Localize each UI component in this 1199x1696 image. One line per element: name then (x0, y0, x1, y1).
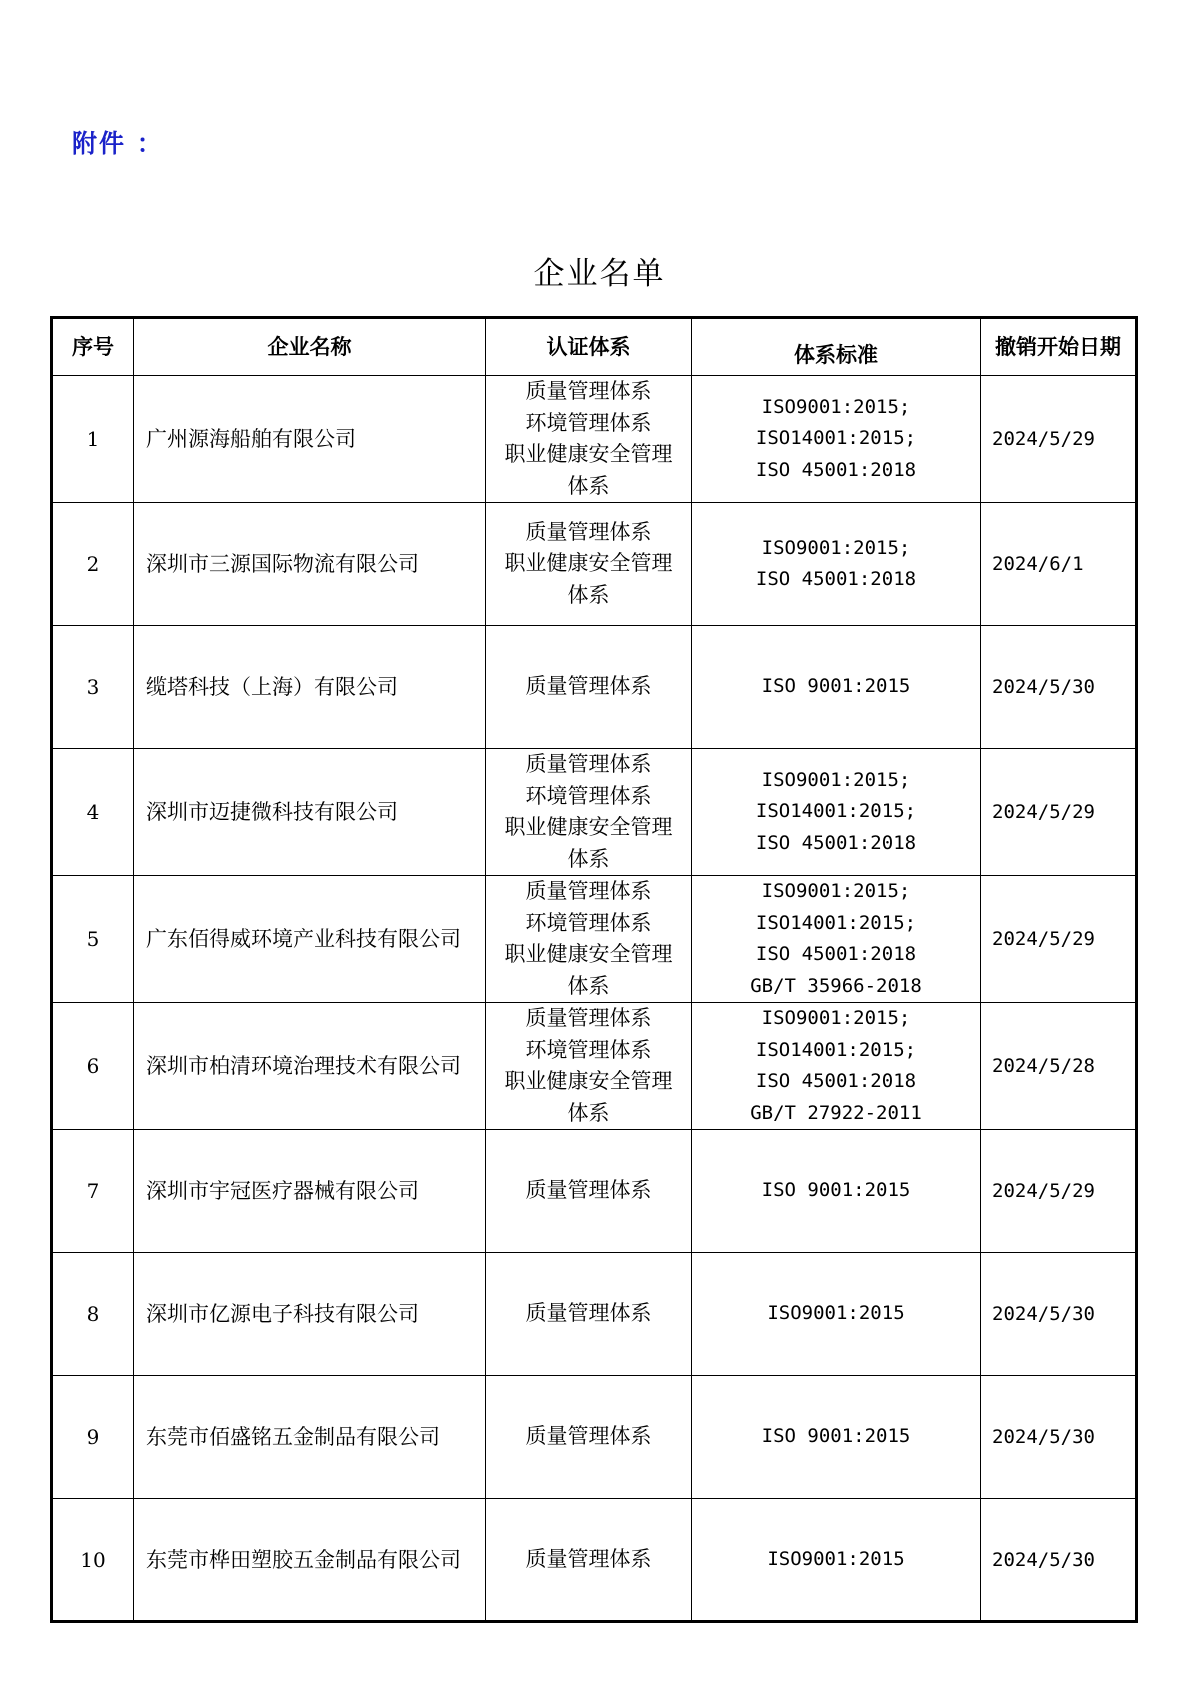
standard-line: ISO 9001:2015 (761, 675, 911, 698)
standard-line: ISO9001:2015 (767, 1547, 905, 1570)
cert-system-line: 质量管理体系 (525, 1178, 652, 1203)
cert-system-line: 环境管理体系 (525, 1037, 652, 1062)
standard-line: ISO9001:2015; (761, 536, 911, 559)
header-standard: 体系标准 (692, 318, 981, 376)
row-standards (692, 1003, 981, 1130)
row-standards (692, 626, 981, 749)
table-row (52, 376, 1137, 503)
row-company-name: 东莞市桦田塑胶五金制品有限公司 (134, 1499, 486, 1622)
row-revoke-date: 2024/5/29 (981, 876, 1137, 1003)
row-seq: 8 (52, 1253, 134, 1376)
header-company-name: 企业名称 (134, 318, 486, 376)
table-row (52, 503, 1137, 626)
standard-line: ISO 9001:2015 (761, 1179, 911, 1202)
standard-line: ISO9001:2015; (761, 768, 911, 791)
cert-system-line: 体系 (567, 846, 610, 871)
cert-system-line: 职业健康安全管理 (504, 442, 673, 466)
row-revoke-date: 2024/5/30 (981, 1499, 1137, 1622)
table-row (52, 749, 1137, 876)
standard-line: ISO9001:2015; (761, 395, 911, 418)
row-revoke-date: 2024/5/30 (981, 626, 1137, 749)
row-company-name: 深圳市亿源电子科技有限公司 (134, 1253, 486, 1376)
table-row (52, 876, 1137, 1003)
row-standards (692, 503, 981, 626)
table-row (52, 1130, 1137, 1253)
standard-line: ISO 45001:2018 (755, 458, 917, 481)
cert-system-line: 环境管理体系 (525, 410, 652, 435)
row-standards (692, 1253, 981, 1376)
row-company-name: 深圳市迈捷微科技有限公司 (134, 749, 486, 876)
row-seq: 3 (52, 626, 134, 749)
cert-system-line: 质量管理体系 (525, 879, 652, 903)
standard-line: GB/T 35966-2018 (750, 974, 922, 997)
table-row (52, 1499, 1137, 1622)
row-revoke-date: 2024/5/29 (981, 1130, 1137, 1253)
cert-system-line: 质量管理体系 (525, 1006, 652, 1030)
table-header-row (52, 318, 1137, 376)
header-cert-system: 认证体系 (486, 318, 692, 376)
row-revoke-date: 2024/5/29 (981, 376, 1137, 503)
row-company-name: 深圳市三源国际物流有限公司 (134, 503, 486, 626)
row-seq: 4 (52, 749, 134, 876)
row-seq: 9 (52, 1376, 134, 1499)
row-standards (692, 1499, 981, 1622)
cert-system-line: 环境管理体系 (525, 783, 652, 808)
row-seq: 2 (52, 503, 134, 626)
company-table (50, 316, 1138, 1623)
cert-system-line: 质量管理体系 (525, 1424, 652, 1449)
row-standards (692, 749, 981, 876)
cert-system-line: 质量管理体系 (525, 519, 652, 544)
row-company-name: 广东佰得威环境产业科技有限公司 (134, 876, 486, 1003)
row-seq: 7 (52, 1130, 134, 1253)
row-revoke-date: 2024/5/28 (981, 1003, 1137, 1130)
cert-system-line: 质量管理体系 (525, 1301, 652, 1326)
row-revoke-date: 2024/6/1 (981, 503, 1137, 626)
standard-line: ISO14001:2015; (755, 911, 917, 934)
standard-line: GB/T 27922-2011 (750, 1101, 922, 1124)
standard-line: ISO 45001:2018 (755, 831, 917, 854)
standard-line: ISO9001:2015; (761, 1007, 911, 1029)
row-cert-systems (486, 1003, 692, 1130)
table-row (52, 1376, 1137, 1499)
row-cert-systems (486, 876, 692, 1003)
row-standards (692, 1376, 981, 1499)
row-company-name: 东莞市佰盛铭五金制品有限公司 (134, 1376, 486, 1499)
standard-line: ISO 45001:2018 (755, 568, 917, 590)
header-seq: 序号 (52, 318, 134, 376)
page-title: 企业名单 (533, 256, 666, 292)
row-standards (692, 876, 981, 1003)
cert-system-line: 质量管理体系 (525, 674, 652, 699)
standard-line: ISO9001:2015 (767, 1302, 905, 1325)
cert-system-line: 质量管理体系 (525, 1546, 652, 1571)
row-company-name: 广州源海船舶有限公司 (134, 376, 486, 503)
cert-system-line: 职业健康安全管理 (504, 1069, 673, 1093)
row-revoke-date: 2024/5/29 (981, 749, 1137, 876)
standard-line: ISO 45001:2018 (755, 1070, 917, 1092)
standard-line: ISO9001:2015; (761, 880, 911, 902)
cert-system-line: 职业健康安全管理 (504, 815, 673, 839)
row-seq: 1 (52, 376, 134, 503)
cert-system-line: 质量管理体系 (525, 379, 652, 403)
attachment-label: 附件 ： (72, 129, 164, 158)
row-cert-systems (486, 749, 692, 876)
header-revoke-date: 撤销开始日期 (981, 318, 1137, 376)
row-seq: 10 (52, 1499, 134, 1622)
table-body (52, 376, 1137, 1622)
row-cert-systems (486, 503, 692, 626)
cert-system-line: 质量管理体系 (525, 752, 652, 776)
table-row (52, 1003, 1137, 1130)
row-standards (692, 1130, 981, 1253)
table-row (52, 626, 1137, 749)
row-cert-systems (486, 1253, 692, 1376)
row-cert-systems (486, 1376, 692, 1499)
row-cert-systems (486, 376, 692, 503)
row-company-name: 缆塔科技（上海）有限公司 (134, 626, 486, 749)
cert-system-line: 职业健康安全管理 (504, 942, 673, 966)
cert-system-line: 环境管理体系 (525, 910, 652, 935)
row-company-name: 深圳市柏清环境治理技术有限公司 (134, 1003, 486, 1130)
row-cert-systems (486, 626, 692, 749)
standard-line: ISO14001:2015; (755, 1038, 917, 1061)
standard-line: ISO14001:2015; (755, 427, 917, 450)
standard-line: ISO 9001:2015 (761, 1425, 911, 1448)
table-row (52, 1253, 1137, 1376)
row-standards (692, 376, 981, 503)
cert-system-line: 体系 (567, 973, 610, 998)
row-cert-systems (486, 1130, 692, 1253)
row-seq: 5 (52, 876, 134, 1003)
cert-system-line: 职业健康安全管理 (504, 551, 673, 576)
row-seq: 6 (52, 1003, 134, 1130)
row-cert-systems (486, 1499, 692, 1622)
standard-line: ISO 45001:2018 (755, 943, 917, 965)
standard-line: ISO14001:2015; (755, 800, 917, 823)
row-revoke-date: 2024/5/30 (981, 1376, 1137, 1499)
cert-system-line: 体系 (567, 582, 610, 607)
row-revoke-date: 2024/5/30 (981, 1253, 1137, 1376)
cert-system-line: 体系 (567, 473, 610, 498)
row-company-name: 深圳市宇冠医疗器械有限公司 (134, 1130, 486, 1253)
cert-system-line: 体系 (567, 1100, 610, 1125)
